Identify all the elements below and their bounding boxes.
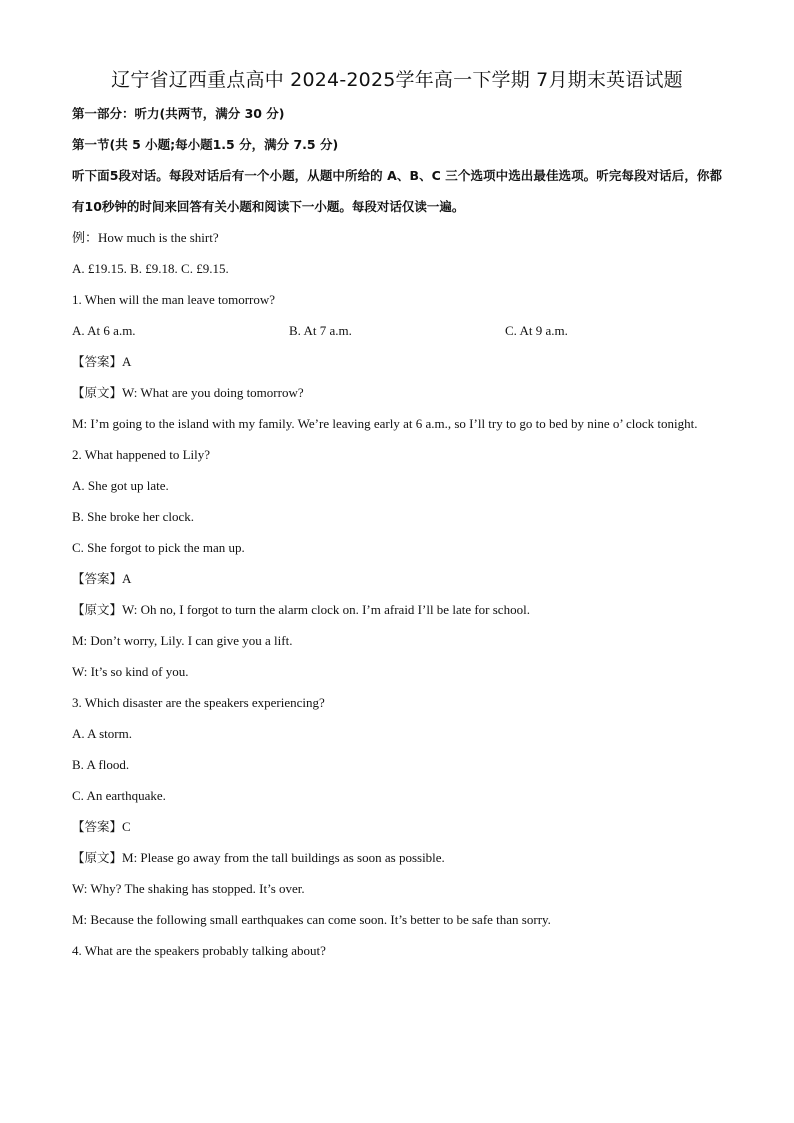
answer-tag: 【答案】 [72, 819, 123, 834]
question-2: 2. What happened to Lily? [72, 447, 211, 462]
example-options: A. £19.15. B. £9.18. C. £9.15. [72, 261, 229, 276]
question-2-answer [72, 563, 722, 594]
question-1-option-a: A. At 6 a.m. [72, 323, 136, 338]
transcript-text: W: Oh no, I forgot to turn the alarm clock on. I’m afraid I’ll be late for school. [122, 602, 530, 617]
question-1-transcript-2: M: I’m going to the island with my family. We’re leaving early at 6 a.m., so I’ll try to go to bed by nine o’ clock tonight. [72, 416, 698, 431]
answer-tag: 【答案】 [72, 354, 123, 369]
question-1-options [72, 315, 722, 346]
question-2-option-b: B. She broke her clock. [72, 509, 195, 524]
question-2-transcript-1 [72, 594, 722, 625]
question-1-transcript-1 [72, 377, 722, 408]
question-3-option-c: C. An earthquake. [72, 788, 166, 803]
question-3-transcript-3: M: Because the following small earthquakes can come soon. It’s better to be safe than sorry. [72, 912, 551, 927]
question-3-option-b: B. A flood. [72, 757, 130, 772]
instructions: 听下面5段对话。每段对话后有一个小题，从题中所给的 A、B、C 三个选项中选出最佳选项。听完每段对话后，你都有10秒钟的时间来回答有关小题和阅读下一小题。每段对话仅读一遍。 [72, 168, 722, 214]
transcript-tag: 【原文】 [72, 850, 123, 865]
question-1-option-b: B. At 7 a.m. [289, 323, 352, 338]
part-heading: 第一部分：听力(共两节，满分 30 分) [72, 106, 285, 121]
question-1: 1. When will the man leave tomorrow? [72, 292, 276, 307]
question-2-option-a: A. She got up late. [72, 478, 169, 493]
page-title: 辽宁省辽西重点高中 2024-2025学年高一下学期 7月期末英语试题 [111, 69, 683, 91]
section-heading: 第一节(共 5 小题;每小题1.5 分，满分 7.5 分) [72, 137, 339, 152]
answer-value: C [122, 819, 131, 834]
question-2-option-c: C. She forgot to pick the man up. [72, 540, 245, 555]
transcript-tag: 【原文】 [72, 602, 123, 617]
question-3-answer [72, 811, 722, 842]
transcript-text: M: Please go away from the tall buildings as soon as possible. [122, 850, 445, 865]
question-3-option-a: A. A storm. [72, 726, 132, 741]
question-1-option-c: C. At 9 a.m. [505, 323, 568, 338]
question-2-transcript-3: W: It’s so kind of you. [72, 664, 189, 679]
question-3: 3. Which disaster are the speakers experiencing? [72, 695, 325, 710]
transcript-text: W: What are you doing tomorrow? [122, 385, 304, 400]
question-3-transcript-2: W: Why? The shaking has stopped. It’s over. [72, 881, 305, 896]
answer-value: A [122, 354, 132, 369]
answer-tag: 【答案】 [72, 571, 123, 586]
question-1-answer [72, 346, 722, 377]
question-4: 4. What are the speakers probably talking about? [72, 943, 326, 958]
question-3-transcript-1 [72, 842, 722, 873]
transcript-tag: 【原文】 [72, 385, 123, 400]
example-question: 例：How much is the shirt? [72, 230, 219, 245]
answer-value: A [122, 571, 132, 586]
question-2-transcript-2: M: Don’t worry, Lily. I can give you a lift. [72, 633, 293, 648]
